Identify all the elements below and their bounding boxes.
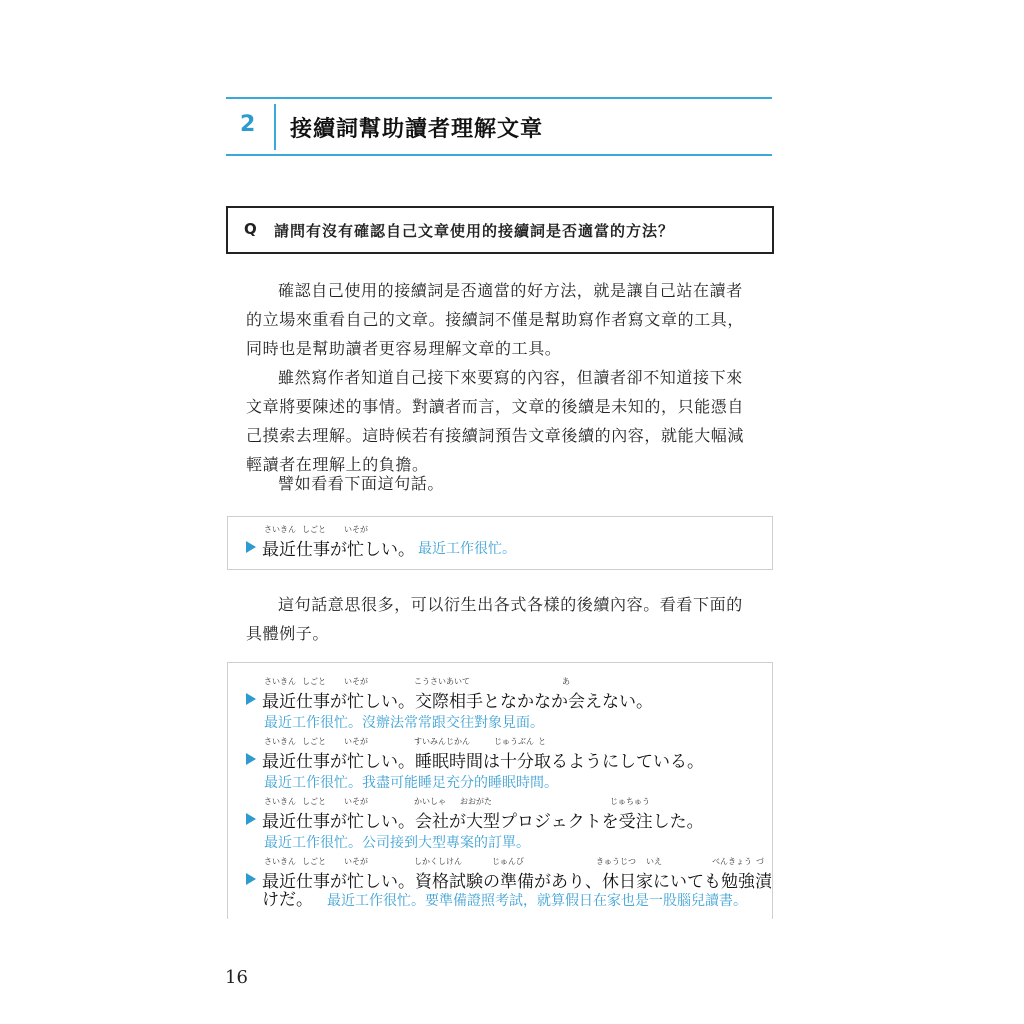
ruby-reading: あ — [562, 677, 570, 686]
paragraph-4: 這句話意思很多，可以衍生出各式各樣的後續內容。看看下面的具體例子。 — [246, 595, 743, 643]
paragraph-2: 雖然寫作者知道自己接下來要寫的內容，但讀者卻不知道接下來文章將要陳述的事情。對讀者而言，文章的後續是未知的，只能憑自己摸索去理解。這時候若有接續詞預告文章後續的內容，就能大幅減輕讀者在理解上的負擔。 — [246, 368, 745, 474]
chinese-translation: 最近工作很忙。公司接到大型專案的訂單。 — [264, 835, 530, 851]
triangle-bullet-icon — [246, 753, 256, 765]
japanese-sentence-continuation: けだ。 — [262, 890, 313, 910]
chinese-translation: 最近工作很忙。要準備證照考試，就算假日在家也是一股腦兒讀書。 — [327, 893, 747, 909]
ruby-reading: さいきん — [264, 857, 296, 866]
ruby-reading: しかくしけん — [414, 857, 462, 866]
chinese-translation: 最近工作很忙。我盡可能睡足充分的睡眠時間。 — [264, 775, 558, 791]
section-rule-bottom — [226, 154, 772, 156]
ruby-reading: と — [538, 737, 546, 746]
ruby-reading: じゅうぶん — [494, 737, 534, 746]
triangle-bullet-icon — [246, 541, 256, 553]
japanese-sentence: 最近仕事が忙しい。交際相手となかなか会えない。 — [262, 692, 653, 712]
ruby-reading: きゅうじつ — [596, 857, 636, 866]
question-mark-label: Q — [244, 220, 257, 238]
ruby-reading: べんきょう — [712, 857, 752, 866]
question-box — [226, 206, 774, 254]
ruby-reading: かいしゃ — [414, 797, 446, 806]
triangle-bullet-icon — [246, 813, 256, 825]
ruby-reading: いそが — [344, 797, 368, 806]
ruby-reading: じゅんび — [492, 857, 524, 866]
section-divider — [274, 104, 276, 150]
paragraph-1: 確認自己使用的接續詞是否適當的好方法，就是讓自己站在讀者的立場來重看自己的文章。接續詞不僅是幫助寫作者寫文章的工具，同時也是幫助讀者更容易理解文章的工具。 — [246, 281, 745, 358]
ruby-reading: しごと — [302, 797, 326, 806]
section-rule-top — [226, 97, 772, 99]
japanese-sentence: 最近仕事が忙しい。資格試験の準備があり、休日家にいても勉強漬 — [262, 872, 772, 892]
japanese-sentence: 最近仕事が忙しい。 — [262, 540, 415, 560]
japanese-sentence: 最近仕事が忙しい。睡眠時間は十分取るようにしている。 — [262, 752, 704, 772]
ruby-reading: さいきん — [264, 737, 296, 746]
example-box-list — [227, 662, 773, 919]
ruby-reading: じゅちゅう — [610, 797, 650, 806]
paragraph-3: 譬如看看下面這句話。 — [278, 474, 445, 493]
ruby-reading: づ — [756, 857, 764, 866]
ruby-reading: しごと — [302, 857, 326, 866]
ruby-reading: しごと — [302, 677, 326, 686]
chinese-translation: 最近工作很忙。沒辦法常常跟交往對象見面。 — [264, 715, 544, 731]
ruby-reading: いそが — [344, 525, 368, 534]
triangle-bullet-icon — [246, 693, 256, 705]
question-text: 請問有沒有確認自己文章使用的接續詞是否適當的方法？ — [274, 222, 675, 240]
ruby-reading: いえ — [646, 857, 662, 866]
ruby-reading: さいきん — [264, 525, 296, 534]
ruby-reading: いそが — [344, 857, 368, 866]
ruby-reading: しごと — [302, 737, 326, 746]
ruby-reading: しごと — [302, 525, 326, 534]
example-box-single — [227, 516, 773, 570]
example-continuation-line — [262, 885, 747, 910]
ruby-reading: さいきん — [264, 797, 296, 806]
ruby-reading: いそが — [344, 737, 368, 746]
ruby-reading: いそが — [344, 677, 368, 686]
page-number: 16 — [225, 967, 248, 988]
ruby-reading: こうさいあいて — [414, 677, 470, 686]
ruby-reading: おおがた — [460, 797, 492, 806]
triangle-bullet-icon — [246, 873, 256, 885]
ruby-reading: さいきん — [264, 677, 296, 686]
ruby-reading: すいみんじかん — [414, 737, 470, 746]
section-title: 接續詞幫助讀者理解文章 — [290, 117, 544, 142]
japanese-sentence: 最近仕事が忙しい。会社が大型プロジェクトを受注した。 — [262, 812, 704, 832]
chinese-translation: 最近工作很忙。 — [418, 541, 516, 557]
section-number: 2 — [240, 112, 256, 137]
